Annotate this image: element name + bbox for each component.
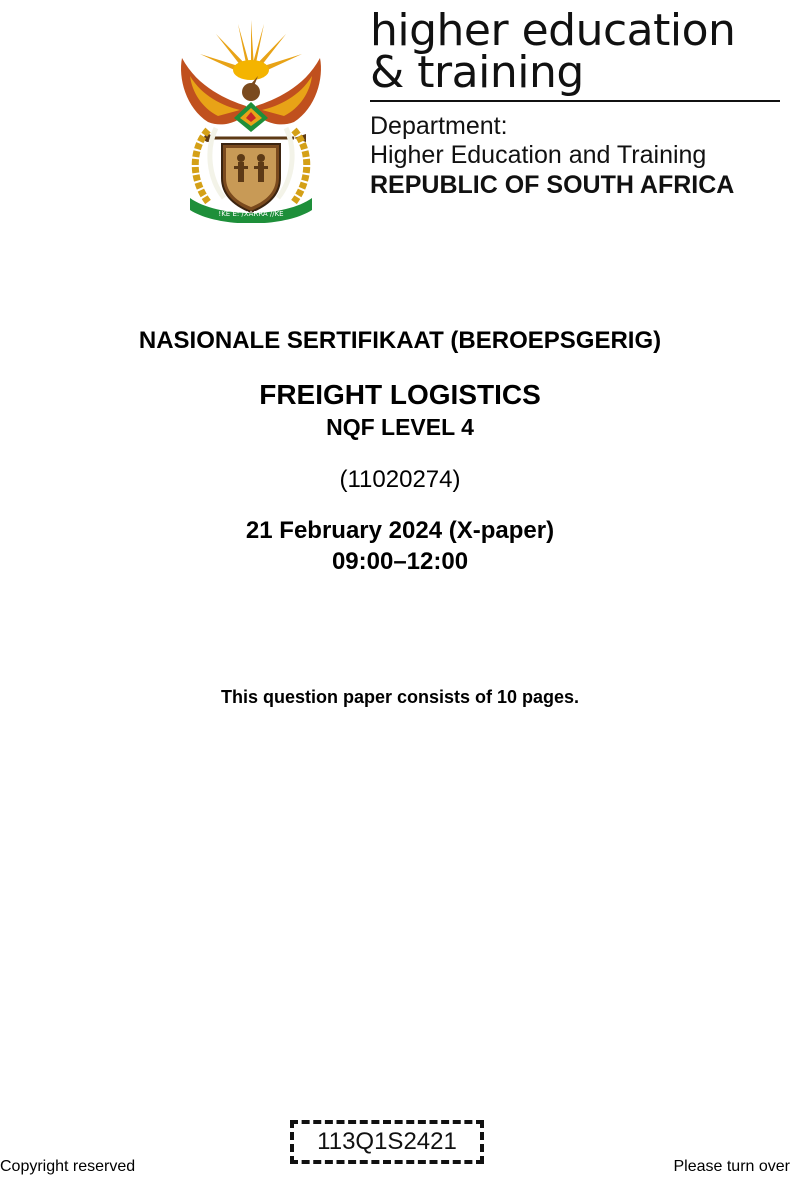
coat-of-arms-logo xyxy=(168,18,334,223)
qualification-title: NASIONALE SERTIFIKAAT (BEROEPSGERIG) xyxy=(138,327,662,354)
exam-date: 21 February 2024 (X-paper) xyxy=(245,517,555,544)
department-name: Higher Education and Training xyxy=(370,141,707,169)
copyright-notice: Copyright reserved xyxy=(0,1158,136,1175)
nqf-level: NQF LEVEL 4 xyxy=(326,414,474,440)
paper-id-box: 113Q1S2421 xyxy=(290,1120,484,1164)
brand-line-2: & training xyxy=(370,47,584,98)
brand-divider xyxy=(370,100,780,102)
subject-code: (11020274) xyxy=(339,466,461,493)
department-label: Department: xyxy=(370,112,508,140)
exam-time: 09:00–12:00 xyxy=(331,548,469,575)
subject-title: FREIGHT LOGISTICS xyxy=(259,379,541,410)
page-count-note: This question paper consists of 10 pages. xyxy=(220,687,580,707)
turn-over-notice: Please turn over xyxy=(673,1158,790,1175)
brand-line-1: higher education xyxy=(370,5,736,56)
country-name: REPUBLIC OF SOUTH AFRICA xyxy=(370,171,735,199)
department-brand xyxy=(370,5,782,200)
motto-text: !KE E: /XARRA //KE xyxy=(218,210,284,218)
